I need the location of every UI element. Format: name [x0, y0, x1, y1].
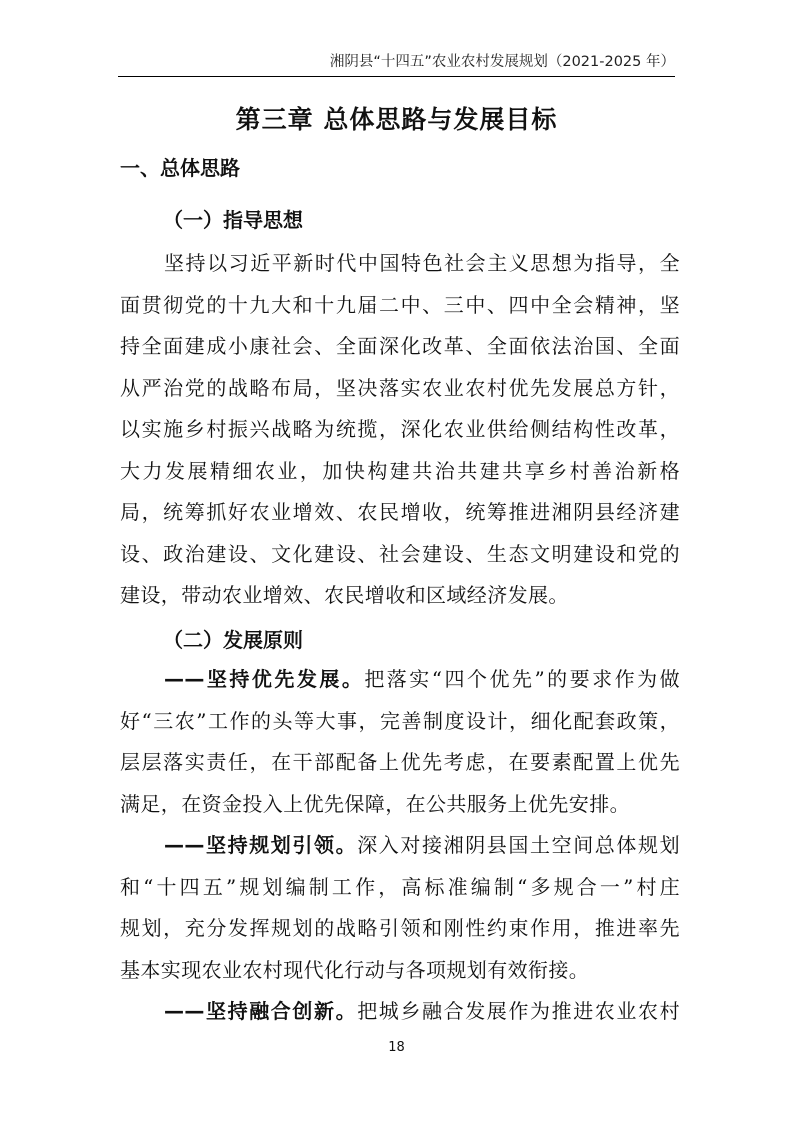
paragraph-line: 以实施乡村振兴战略为统揽，深化农业供给侧结构性改革， [120, 417, 680, 441]
principle-lead: ——坚持规划引领。 [164, 833, 358, 857]
paragraph-principle-priority [120, 659, 680, 825]
paragraph-principle-planning [120, 825, 680, 991]
paragraph-line [120, 659, 680, 701]
paragraph-line [120, 991, 680, 1033]
paragraph-line: 建设，带动农业增效、农民增收和区域经济发展。 [120, 583, 569, 607]
paragraph-line: 局，统筹抓好农业增效、农民增收，统筹推进湘阴县经济建 [120, 500, 680, 524]
chapter-title: 第三章 总体思路与发展目标 [235, 105, 558, 134]
paragraph-line: 层层落实责任，在干部配备上优先考虑，在要素配置上优先 [120, 750, 680, 774]
paragraph-guiding-ideology [120, 243, 680, 617]
paragraph-line: 规划，充分发挥规划的战略引领和刚性约束作用，推进率先 [120, 916, 680, 940]
section-heading: 一、总体思路 [120, 156, 240, 180]
subsection-heading-principles: （二）发展原则 [163, 628, 303, 652]
paragraph-line: 满足，在资金投入上优先保障，在公共服务上优先安排。 [120, 791, 630, 816]
paragraph-line: 坚持以习近平新时代中国特色社会主义思想为指导，全 [164, 251, 680, 275]
principle-lead: ——坚持优先发展。 [164, 667, 365, 691]
paragraph-principle-integration [120, 991, 680, 1033]
paragraph-line: 设、政治建设、文化建设、社会建设、生态文明建设和党的 [120, 541, 680, 566]
paragraph-line [120, 825, 680, 867]
paragraph-line: 基本实现农业农村现代化行动与各项规划有效衔接。 [120, 957, 590, 982]
principle-text: 深入对接湘阴县国土空间总体规划 [357, 833, 680, 857]
principle-lead: ——坚持融合创新。 [164, 999, 358, 1023]
page-number: 18 [388, 1040, 405, 1055]
paragraph-line: 大力发展精细农业，加快构建共治共建共享乡村善治新格 [120, 458, 680, 483]
paragraph-line: 好“三农”工作的头等大事，完善制度设计，细化配套政策， [120, 708, 680, 733]
paragraph-line: 持全面建成小康社会、全面深化改革、全面依法治国、全面 [120, 334, 680, 358]
paragraph-line: 面贯彻党的十九大和十九届二中、三中、四中全会精神，坚 [120, 292, 680, 317]
principle-text: 把城乡融合发展作为推进农业农村 [357, 999, 680, 1023]
running-header: 湘阴县“十四五”农业农村发展规划（2021-2025 年） [118, 50, 675, 77]
paragraph-line: 和“十四五”规划编制工作，高标准编制“多规合一”村庄 [120, 874, 680, 899]
paragraph-line: 从严治党的战略布局，坚决落实农业农村优先发展总方针， [120, 375, 680, 400]
subsection-heading-guiding-ideology: （一）指导思想 [163, 208, 303, 232]
principle-text: 把落实“四个优先”的要求作为做 [364, 667, 680, 691]
